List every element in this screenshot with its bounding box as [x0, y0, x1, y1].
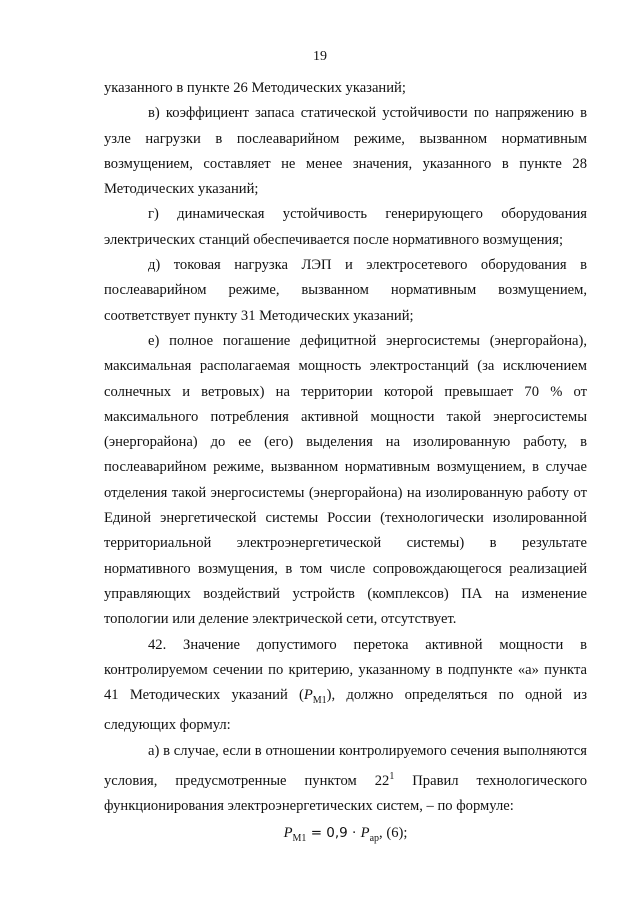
paragraph-a-before: а) в случае, если в отношении контролируемого сечения выполняются условия, предусмотренные пунктом 22 [104, 742, 587, 789]
formula-eq: = 0,9 · [306, 825, 361, 842]
document-body [104, 76, 587, 852]
paragraph-42-var: P [303, 687, 313, 704]
formula-lhs-var: P [283, 825, 293, 842]
formula-6 [104, 821, 587, 851]
formula-rhs-var: P [360, 825, 370, 842]
paragraph-a [104, 739, 587, 820]
paragraph-a-sup: 1 [389, 770, 395, 782]
paragraph-continuation: указанного в пункте 26 Методических указаний; [104, 80, 406, 96]
formula-tail: , (6); [379, 825, 408, 842]
paragraph-42 [104, 633, 587, 739]
paragraph-a-after: Правил технологического функционирования электроэнергетических систем, – по формуле: [104, 772, 587, 815]
paragraph-42-sub: М1 [312, 695, 327, 707]
page-number: 19 [313, 49, 327, 64]
formula-lhs-sub: М1 [292, 833, 307, 845]
formula-rhs-sub: ар [369, 833, 380, 845]
paragraph-e: е) полное погашение дефицитной энергосистемы (энергорайона), максимальная располагаемая мощность электростанций (за исключением солнечных и ветровых) на территории которой превышает 70 % от максимального потребления активной мощности такой энергосистемы (энергорайона) до ее (его) выделения на изолированную работу, в послеаварийном режиме, вызванном нормативным возмущением, в случае отделения такой энергосистемы (энергорайона) на изолированную работу от Единой энергетической системы России (технологически изолированной территориальной электроэнергетической системы) в результате нормативного возмущения, в том числе сопровождающегося реализацией управляющих воздействий устройств (комплексов) ПА на изменение топологии или деление электрической сети, отсутствует. [104, 332, 587, 628]
paragraph-42-before: 42. Значение допустимого перетока активной мощности в контролируемом сечении по критерию, указанному в подпункте «а» пункта 41 Методических указаний ( [104, 636, 587, 704]
paragraph-d: д) токовая нагрузка ЛЭП и электросетевого оборудования в послеаварийном режиме, вызванном нормативным возмущением, соответствует пункту 31 Методических указаний; [104, 257, 587, 324]
paragraph-g: г) динамическая устойчивость генерирующего оборудования электрических станций обеспечивается после нормативного возмущения; [104, 206, 587, 248]
paragraph-v: в) коэффициент запаса статической устойчивости по напряжению в узле нагрузки в послеаварийном режиме, вызванном нормативным возмущением, составляет не менее значения, указанного в пункте 28 Методических указаний; [104, 105, 587, 198]
paragraph-42-after: ), должно определяться по одной из следующих формул: [104, 687, 587, 734]
